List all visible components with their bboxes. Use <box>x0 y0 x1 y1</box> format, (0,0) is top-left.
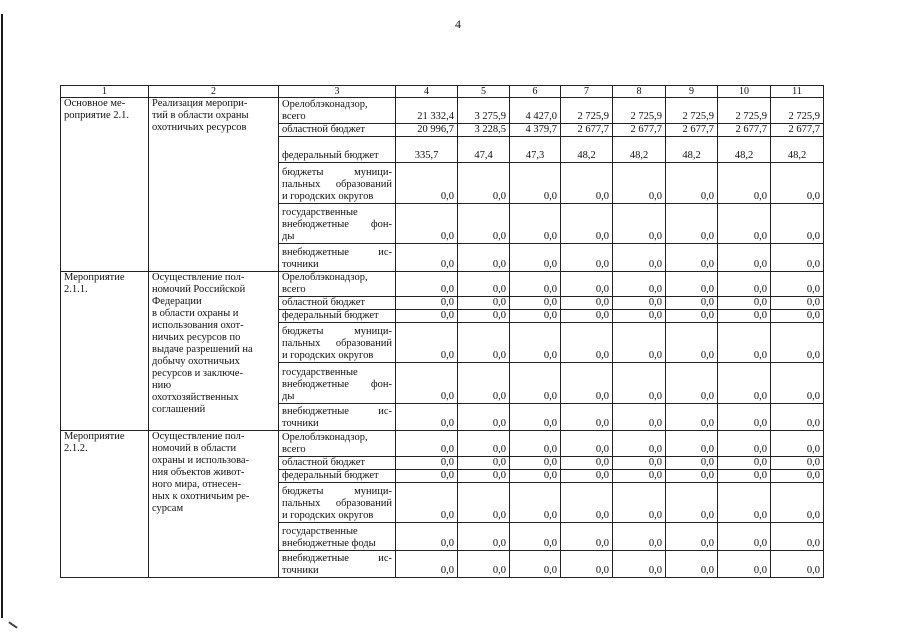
value-cell: 0,0 <box>561 163 613 204</box>
page-number: 4 <box>455 17 461 31</box>
value-cell: 0,0 <box>613 404 666 431</box>
table-row <box>61 272 824 297</box>
cell-line: Осуществление пол- <box>152 272 245 283</box>
table-row <box>61 98 824 124</box>
column-header-7: 7 <box>561 86 613 98</box>
funding-source-cell <box>279 244 396 272</box>
cell-line: федеральный бюджет <box>282 310 379 321</box>
cell-line: ресурсов и заключе- <box>152 368 243 379</box>
value-cell: 0,0 <box>771 470 824 483</box>
value-cell: 0,0 <box>510 470 561 483</box>
value-cell: 0,0 <box>396 310 458 323</box>
value-cell: 335,7 <box>396 137 458 163</box>
cell-line: номочий в области <box>152 443 237 454</box>
value-cell: 0,0 <box>613 204 666 244</box>
value-cell: 4 379,7 <box>510 124 561 137</box>
funding-source-cell <box>279 272 396 297</box>
value-cell: 3 228,5 <box>458 124 510 137</box>
value-cell: 0,0 <box>458 272 510 297</box>
value-cell: 2 677,7 <box>666 124 718 137</box>
cell-line: федеральный бюджет <box>282 470 379 481</box>
value-cell: 0,0 <box>718 163 771 204</box>
value-cell: 47,4 <box>458 137 510 163</box>
cell-line: ды <box>282 231 295 242</box>
value-cell: 0,0 <box>396 523 458 551</box>
value-cell: 0,0 <box>666 244 718 272</box>
value-cell: 0,0 <box>613 272 666 297</box>
scan-edge-mark <box>8 621 17 628</box>
cell-line: точники <box>282 418 319 429</box>
value-cell: 3 275,9 <box>458 98 510 124</box>
value-cell: 0,0 <box>458 363 510 404</box>
value-cell: 0,0 <box>458 431 510 457</box>
value-cell: 0,0 <box>510 297 561 310</box>
value-cell: 0,0 <box>666 310 718 323</box>
value-cell: 0,0 <box>666 457 718 470</box>
cell-line: федеральный бюджет <box>282 150 379 161</box>
value-cell: 0,0 <box>561 551 613 578</box>
value-cell: 0,0 <box>771 323 824 363</box>
value-cell: 0,0 <box>561 272 613 297</box>
cell-line: пальных образований <box>282 179 392 190</box>
value-cell: 2 677,7 <box>561 124 613 137</box>
value-cell: 0,0 <box>396 551 458 578</box>
value-cell: 2 725,9 <box>666 98 718 124</box>
value-cell: 0,0 <box>771 431 824 457</box>
value-cell: 0,0 <box>666 272 718 297</box>
value-cell: 0,0 <box>666 551 718 578</box>
value-cell: 0,0 <box>666 323 718 363</box>
cell-line: внебюджетные фон- <box>282 379 392 390</box>
value-cell: 0,0 <box>561 523 613 551</box>
value-cell: 48,2 <box>666 137 718 163</box>
cell-line: Федерации <box>152 296 202 307</box>
value-cell: 0,0 <box>458 204 510 244</box>
value-cell: 2 725,9 <box>613 98 666 124</box>
value-cell: 0,0 <box>771 404 824 431</box>
value-cell: 0,0 <box>458 297 510 310</box>
value-cell: 0,0 <box>718 310 771 323</box>
value-cell: 0,0 <box>396 404 458 431</box>
value-cell: 0,0 <box>613 163 666 204</box>
value-cell: 0,0 <box>396 204 458 244</box>
value-cell: 0,0 <box>458 483 510 523</box>
cell-line: и городских округов <box>282 510 374 521</box>
value-cell: 0,0 <box>666 431 718 457</box>
value-cell: 4 427,0 <box>510 98 561 124</box>
cell-line: Мероприятие <box>64 431 125 442</box>
value-cell: 0,0 <box>718 204 771 244</box>
funding-source-cell <box>279 124 396 137</box>
value-cell: 0,0 <box>396 323 458 363</box>
value-cell: 0,0 <box>718 244 771 272</box>
value-cell: 0,0 <box>771 272 824 297</box>
value-cell: 0,0 <box>510 431 561 457</box>
column-header-6: 6 <box>510 86 561 98</box>
value-cell: 0,0 <box>771 457 824 470</box>
value-cell: 0,0 <box>458 470 510 483</box>
value-cell: 0,0 <box>613 363 666 404</box>
value-cell: 0,0 <box>561 404 613 431</box>
cell-line: внебюджетные ис- <box>282 247 392 258</box>
value-cell: 0,0 <box>396 457 458 470</box>
value-cell: 0,0 <box>510 204 561 244</box>
value-cell: 0,0 <box>666 297 718 310</box>
value-cell: 0,0 <box>718 272 771 297</box>
value-cell: 0,0 <box>510 483 561 523</box>
value-cell: 0,0 <box>561 470 613 483</box>
column-header-4: 4 <box>396 86 458 98</box>
cell-line: ния объектов живот- <box>152 467 245 478</box>
value-cell: 0,0 <box>771 483 824 523</box>
value-cell: 0,0 <box>666 523 718 551</box>
value-cell: 48,2 <box>771 137 824 163</box>
cell-line: всего <box>282 444 306 455</box>
value-cell: 0,0 <box>396 431 458 457</box>
measure-cell <box>61 431 149 578</box>
cell-line: всего <box>282 284 306 295</box>
cell-line: точники <box>282 565 319 576</box>
cell-line: пальных образований <box>282 498 392 509</box>
value-cell: 0,0 <box>771 244 824 272</box>
value-cell: 0,0 <box>561 204 613 244</box>
cell-line: тий в области охраны <box>152 110 249 121</box>
cell-line: внебюджетные фон- <box>282 219 392 230</box>
cell-line: областной бюджет <box>282 457 365 468</box>
value-cell: 0,0 <box>458 244 510 272</box>
column-header-5: 5 <box>458 86 510 98</box>
value-cell: 2 725,9 <box>561 98 613 124</box>
value-cell: 0,0 <box>718 404 771 431</box>
value-cell: 0,0 <box>510 323 561 363</box>
measure-cell <box>61 98 149 272</box>
description-cell <box>149 272 279 431</box>
cell-line: бюджеты муници- <box>282 326 392 337</box>
cell-line: в области охраны и <box>152 308 239 319</box>
cell-line: областной бюджет <box>282 124 365 135</box>
cell-line: 2.1.2. <box>64 443 88 454</box>
value-cell: 2 725,9 <box>718 98 771 124</box>
description-cell <box>149 98 279 272</box>
value-cell: 0,0 <box>396 244 458 272</box>
value-cell: 0,0 <box>561 244 613 272</box>
value-cell: 0,0 <box>510 404 561 431</box>
value-cell: 0,0 <box>561 297 613 310</box>
funding-source-cell <box>279 204 396 244</box>
cell-line: пальных образований <box>282 338 392 349</box>
cell-line: охотничьих ресурсов <box>152 122 247 133</box>
value-cell: 0,0 <box>510 272 561 297</box>
value-cell: 0,0 <box>771 551 824 578</box>
value-cell: 0,0 <box>396 272 458 297</box>
funding-source-cell <box>279 523 396 551</box>
value-cell: 0,0 <box>613 244 666 272</box>
value-cell: 0,0 <box>771 310 824 323</box>
cell-line: областной бюджет <box>282 297 365 308</box>
cell-line: ды <box>282 391 295 402</box>
funding-source-cell <box>279 483 396 523</box>
value-cell: 21 332,4 <box>396 98 458 124</box>
value-cell: 0,0 <box>396 163 458 204</box>
funding-source-cell <box>279 404 396 431</box>
cell-line: выдаче разрешений на <box>152 344 253 355</box>
value-cell: 0,0 <box>396 297 458 310</box>
funding-source-cell <box>279 363 396 404</box>
value-cell: 0,0 <box>458 163 510 204</box>
scan-edge-left <box>1 14 3 618</box>
value-cell: 0,0 <box>458 404 510 431</box>
value-cell: 0,0 <box>613 457 666 470</box>
cell-line: ничьих ресурсов по <box>152 332 241 343</box>
value-cell: 0,0 <box>666 483 718 523</box>
value-cell: 0,0 <box>771 523 824 551</box>
cell-line: ного мира, отнесен- <box>152 479 242 490</box>
value-cell: 0,0 <box>458 457 510 470</box>
cell-line: номочий Российской <box>152 284 246 295</box>
value-cell: 0,0 <box>718 297 771 310</box>
cell-line: и городских округов <box>282 350 374 361</box>
cell-line: бюджеты муници- <box>282 167 392 178</box>
value-cell: 0,0 <box>613 551 666 578</box>
value-cell: 0,0 <box>561 457 613 470</box>
cell-line: нию <box>152 380 172 391</box>
cell-line: Орелоблэконадзор, <box>282 432 368 443</box>
value-cell: 0,0 <box>396 470 458 483</box>
value-cell: 0,0 <box>718 523 771 551</box>
funding-source-cell <box>279 98 396 124</box>
header-row <box>61 86 824 98</box>
cell-line: Реализация меропри- <box>152 98 248 109</box>
value-cell: 0,0 <box>458 551 510 578</box>
table-row <box>61 431 824 457</box>
value-cell: 0,0 <box>613 310 666 323</box>
value-cell: 0,0 <box>666 204 718 244</box>
funding-source-cell <box>279 163 396 204</box>
value-cell: 47,3 <box>510 137 561 163</box>
cell-line: Мероприятие <box>64 272 125 283</box>
value-cell: 48,2 <box>718 137 771 163</box>
cell-line: государственные <box>282 367 358 378</box>
value-cell: 2 677,7 <box>718 124 771 137</box>
funding-source-cell <box>279 297 396 310</box>
cell-line: использования охот- <box>152 320 244 331</box>
value-cell: 2 677,7 <box>771 124 824 137</box>
value-cell: 0,0 <box>561 483 613 523</box>
value-cell: 0,0 <box>396 483 458 523</box>
value-cell: 0,0 <box>666 404 718 431</box>
cell-line: государственные <box>282 207 358 218</box>
value-cell: 0,0 <box>718 363 771 404</box>
funding-source-cell <box>279 551 396 578</box>
value-cell: 0,0 <box>510 551 561 578</box>
value-cell: 0,0 <box>510 363 561 404</box>
cell-line: роприятие 2.1. <box>64 110 130 121</box>
value-cell: 48,2 <box>613 137 666 163</box>
cell-line: внебюджетные фоды <box>282 538 376 549</box>
value-cell: 0,0 <box>561 363 613 404</box>
column-header-8: 8 <box>613 86 666 98</box>
cell-line: государственные <box>282 526 358 537</box>
value-cell: 0,0 <box>718 323 771 363</box>
cell-line: точники <box>282 259 319 270</box>
funding-source-cell <box>279 470 396 483</box>
cell-line: добычу охотничьих <box>152 356 240 367</box>
funding-source-cell <box>279 457 396 470</box>
value-cell: 0,0 <box>510 523 561 551</box>
value-cell: 0,0 <box>396 363 458 404</box>
value-cell: 0,0 <box>510 457 561 470</box>
cell-line: внебюджетные ис- <box>282 406 392 417</box>
column-header-9: 9 <box>666 86 718 98</box>
funding-source-cell <box>279 323 396 363</box>
value-cell: 0,0 <box>613 470 666 483</box>
value-cell: 0,0 <box>613 523 666 551</box>
value-cell: 0,0 <box>458 323 510 363</box>
value-cell: 0,0 <box>718 551 771 578</box>
value-cell: 0,0 <box>458 310 510 323</box>
cell-line: охотхозяйственных <box>152 392 239 403</box>
column-header-11: 11 <box>771 86 824 98</box>
funding-source-cell <box>279 310 396 323</box>
value-cell: 0,0 <box>613 323 666 363</box>
cell-line: сурсам <box>152 503 184 514</box>
cell-line: и городских округов <box>282 191 374 202</box>
value-cell: 0,0 <box>613 297 666 310</box>
value-cell: 0,0 <box>510 310 561 323</box>
value-cell: 0,0 <box>771 363 824 404</box>
column-header-2: 2 <box>149 86 279 98</box>
column-header-10: 10 <box>718 86 771 98</box>
measure-cell <box>61 272 149 431</box>
value-cell: 48,2 <box>561 137 613 163</box>
value-cell: 0,0 <box>666 470 718 483</box>
cell-line: Основное ме- <box>64 98 126 109</box>
value-cell: 0,0 <box>666 363 718 404</box>
cell-line: охраны и использова- <box>152 455 250 466</box>
value-cell: 0,0 <box>510 244 561 272</box>
value-cell: 0,0 <box>771 163 824 204</box>
cell-line: 2.1.1. <box>64 284 88 295</box>
cell-line: Орелоблэконадзор, <box>282 272 368 283</box>
cell-line: ных к охотничьим ре- <box>152 491 250 502</box>
description-cell <box>149 431 279 578</box>
cell-line: внебюджетные ис- <box>282 553 392 564</box>
cell-line: соглашений <box>152 404 206 415</box>
value-cell: 0,0 <box>561 431 613 457</box>
cell-line: Осуществление пол- <box>152 431 245 442</box>
column-header-1: 1 <box>61 86 149 98</box>
cell-line: Орелоблэконадзор, <box>282 99 368 110</box>
value-cell: 0,0 <box>718 457 771 470</box>
value-cell: 0,0 <box>613 483 666 523</box>
value-cell: 0,0 <box>510 163 561 204</box>
value-cell: 0,0 <box>561 323 613 363</box>
budget-table <box>60 85 824 578</box>
value-cell: 20 996,7 <box>396 124 458 137</box>
funding-source-cell <box>279 137 396 163</box>
cell-line: всего <box>282 111 306 122</box>
value-cell: 2 677,7 <box>613 124 666 137</box>
value-cell: 0,0 <box>718 483 771 523</box>
funding-source-cell <box>279 431 396 457</box>
cell-line: бюджеты муници- <box>282 486 392 497</box>
value-cell: 0,0 <box>666 163 718 204</box>
value-cell: 0,0 <box>718 431 771 457</box>
value-cell: 0,0 <box>613 431 666 457</box>
value-cell: 0,0 <box>718 470 771 483</box>
value-cell: 0,0 <box>458 523 510 551</box>
value-cell: 2 725,9 <box>771 98 824 124</box>
value-cell: 0,0 <box>561 310 613 323</box>
value-cell: 0,0 <box>771 297 824 310</box>
column-header-3: 3 <box>279 86 396 98</box>
value-cell: 0,0 <box>771 204 824 244</box>
